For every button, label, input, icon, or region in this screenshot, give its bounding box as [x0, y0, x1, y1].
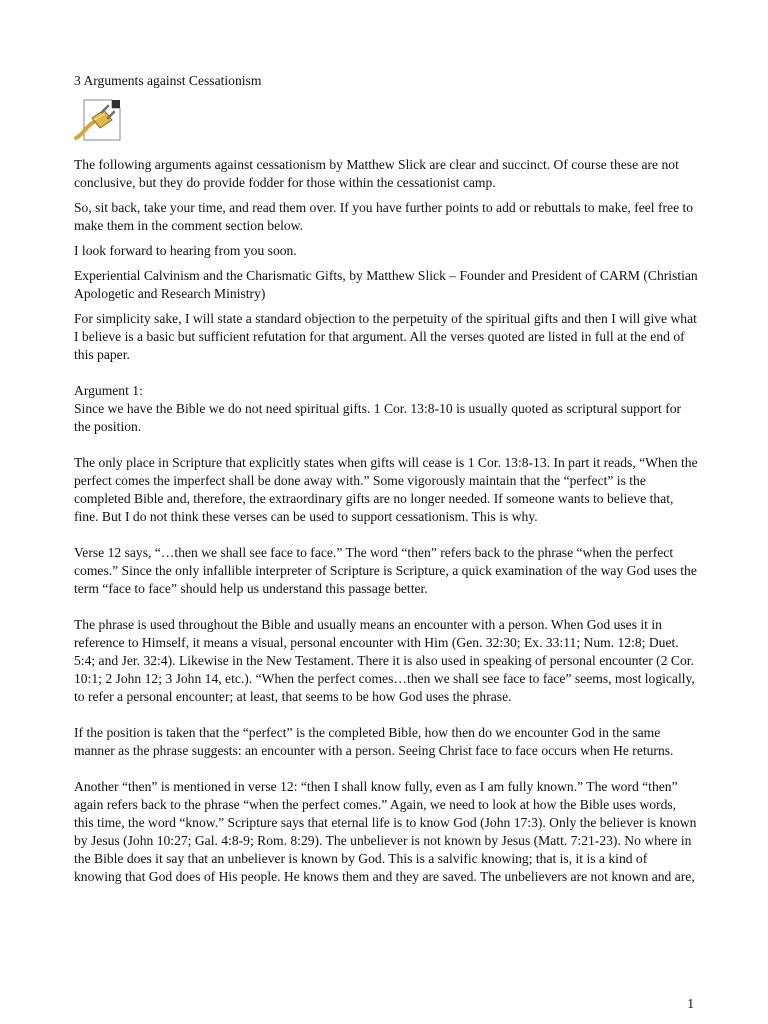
argument-paragraph-5: Another “then” is mentioned in verse 12: “then I shall know fully, even as I am fully known.” The word “then” again refers back to the phrase “when the perfect comes.” Again, we need to look at how the Bible uses words, this time, the word “know.” Scripture says that eternal life is to know God (John 17:3). Only the believer is known by Jesus (John 10:27; Gal. 4:8-9; Rom. 8:29). The unbeliever is not known by Jesus (Matt. 7:21-23). No where in the Bible does it say that an unbeliever is known by God. This is a salvific knowing; that is, it is a kind of knowing that God does of His people. He knows them and they are saved. The unbelievers are not known and are, — [74, 779, 697, 884]
argument-paragraph-3: The phrase is used throughout the Bible and usually means an encounter with a person. When God uses it in reference to Himself, it means a visual, personal encounter with Him (Gen. 32:30; Ex. 33:11; Num. 12:8; Duet. 5:4; and Jer. 32:4). Likewise in the New Testament. There it is also used in speaking of personal encounter (2 Cor. 10:1; 2 John 12; 3 John 14, etc.). “When the perfect comes…then we shall see face to face” seems, most logically, to refer a personal encounter; at least, that seems to be how God uses the phrase. — [74, 617, 695, 704]
plug-document-icon — [74, 96, 124, 144]
argument-objection: Since we have the Bible we do not need spiritual gifts. 1 Cor. 13:8-10 is usually quoted as scriptural support for the position. — [74, 401, 682, 434]
argument-paragraph-1: The only place in Scripture that explicitly states when gifts will cease is 1 Cor. 13:8-13. In part it reads, “When the perfect comes the imperfect shall be done away with.” Some vigorously maintain that the “perfect” is the completed Bible and, therefore, the extraordinary gifts are no longer needed. If someone wants to believe that, fine. But I do not think these verses can be used to support cessationism. This is why. — [74, 455, 698, 524]
document-page — [74, 72, 698, 893]
simplicity-paragraph: For simplicity sake, I will state a standard objection to the perpetuity of the spiritual gifts and then I will give what I believe is a basic but sufficient refutation for that argument. All the verses quoted are listed in full at the end of this paper. — [74, 311, 697, 362]
page-number: 1 — [687, 996, 694, 1011]
argument-paragraph-4: If the position is taken that the “perfect” is the completed Bible, how then do we encounter God in the same manner as the phrase suggests: an encounter with a person. Seeing Christ face to face occurs when He returns. — [74, 725, 674, 758]
argument-paragraph-2: Verse 12 says, “…then we shall see face to face.” The word “then” refers back to the phrase “when the perfect comes.” Since the only infallible interpreter of Scripture is Scripture, a quick examination of the way God uses the term “face to face” should help us understand this passage better. — [74, 545, 697, 596]
argument-heading: Argument 1: — [74, 383, 143, 398]
source-paragraph: Experiential Calvinism and the Charismatic Gifts, by Matthew Slick – Founder and President of CARM (Christian Apologetic and Research Ministry) — [74, 268, 698, 301]
intro-paragraph: The following arguments against cessationism by Matthew Slick are clear and succinct. Of course these are not conclusive, but they do provide fodder for those within the cessationist camp. — [74, 157, 679, 190]
document-title: 3 Arguments against Cessationism — [74, 73, 262, 88]
closing-paragraph: I look forward to hearing from you soon. — [74, 243, 297, 258]
instructions-paragraph: So, sit back, take your time, and read them over. If you have further points to add or rebuttals to make, feel free to make them in the comment section below. — [74, 200, 694, 233]
